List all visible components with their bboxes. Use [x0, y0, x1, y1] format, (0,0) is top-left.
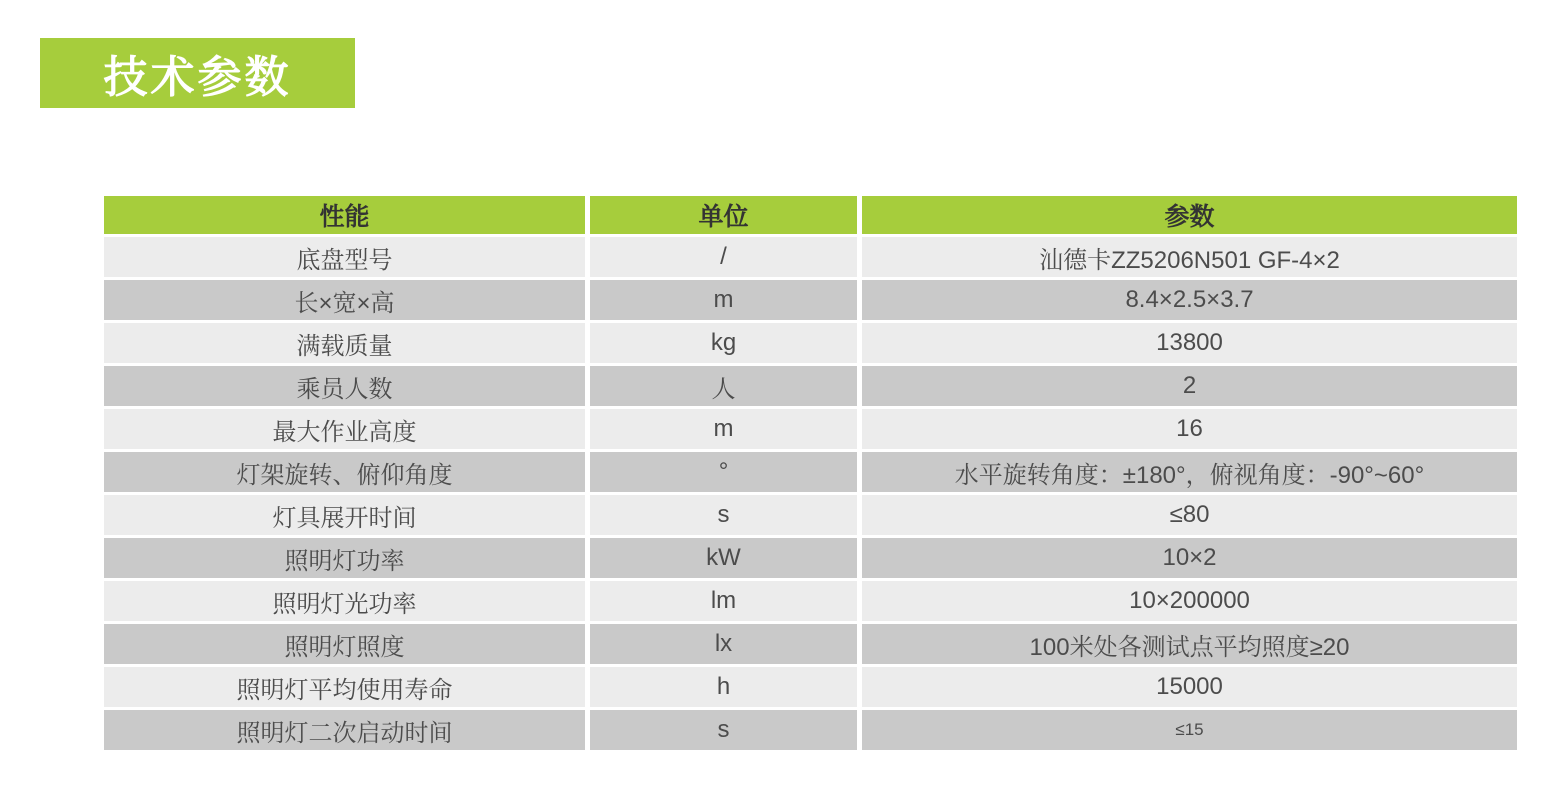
cell-unit: /	[590, 237, 857, 277]
spec-table	[104, 196, 1517, 750]
table-row	[104, 667, 1517, 707]
table-row	[104, 452, 1517, 492]
cell-value: 汕德卡ZZ5206N501 GF-4×2	[862, 237, 1517, 277]
cell-performance: 最大作业高度	[104, 409, 585, 449]
cell-performance: 灯具展开时间	[104, 495, 585, 535]
table-row	[104, 409, 1517, 449]
column-header-unit: 单位	[590, 196, 857, 234]
page-title: 技术参数	[103, 53, 292, 102]
table-row	[104, 366, 1517, 406]
cell-performance: 乘员人数	[104, 366, 585, 406]
cell-unit: s	[590, 495, 857, 535]
cell-unit: °	[590, 452, 857, 492]
cell-value: 100米处各测试点平均照度≥20	[862, 624, 1517, 664]
cell-value: 2	[862, 366, 1517, 406]
cell-unit: kW	[590, 538, 857, 578]
cell-unit: m	[590, 280, 857, 320]
cell-performance: 照明灯功率	[104, 538, 585, 578]
cell-unit: s	[590, 710, 857, 750]
table-row	[104, 280, 1517, 320]
table-row	[104, 624, 1517, 664]
cell-value: ≤15	[862, 710, 1517, 750]
column-header-parameter: 参数	[862, 196, 1517, 234]
cell-unit: lm	[590, 581, 857, 621]
table-row	[104, 710, 1517, 750]
cell-value: 15000	[862, 667, 1517, 707]
cell-unit: m	[590, 409, 857, 449]
cell-value: ≤80	[862, 495, 1517, 535]
cell-performance: 照明灯光功率	[104, 581, 585, 621]
cell-value: 10×200000	[862, 581, 1517, 621]
cell-performance: 满载质量	[104, 323, 585, 363]
table-row	[104, 323, 1517, 363]
cell-unit: kg	[590, 323, 857, 363]
page-title-banner	[40, 38, 355, 108]
cell-performance: 照明灯照度	[104, 624, 585, 664]
table-header-row	[104, 196, 1517, 234]
cell-performance: 长×宽×高	[104, 280, 585, 320]
cell-unit: h	[590, 667, 857, 707]
cell-value: 水平旋转角度：±180°，俯视角度：-90°~60°	[862, 452, 1517, 492]
cell-value: 10×2	[862, 538, 1517, 578]
table-row	[104, 538, 1517, 578]
cell-value: 16	[862, 409, 1517, 449]
cell-performance: 底盘型号	[104, 237, 585, 277]
cell-value: 13800	[862, 323, 1517, 363]
table-row	[104, 495, 1517, 535]
cell-performance: 照明灯二次启动时间	[104, 710, 585, 750]
table-row	[104, 237, 1517, 277]
cell-unit: 人	[590, 366, 857, 406]
cell-unit: lx	[590, 624, 857, 664]
cell-performance: 灯架旋转、俯仰角度	[104, 452, 585, 492]
cell-performance: 照明灯平均使用寿命	[104, 667, 585, 707]
column-header-performance: 性能	[104, 196, 585, 234]
table-row	[104, 581, 1517, 621]
cell-value: 8.4×2.5×3.7	[862, 280, 1517, 320]
